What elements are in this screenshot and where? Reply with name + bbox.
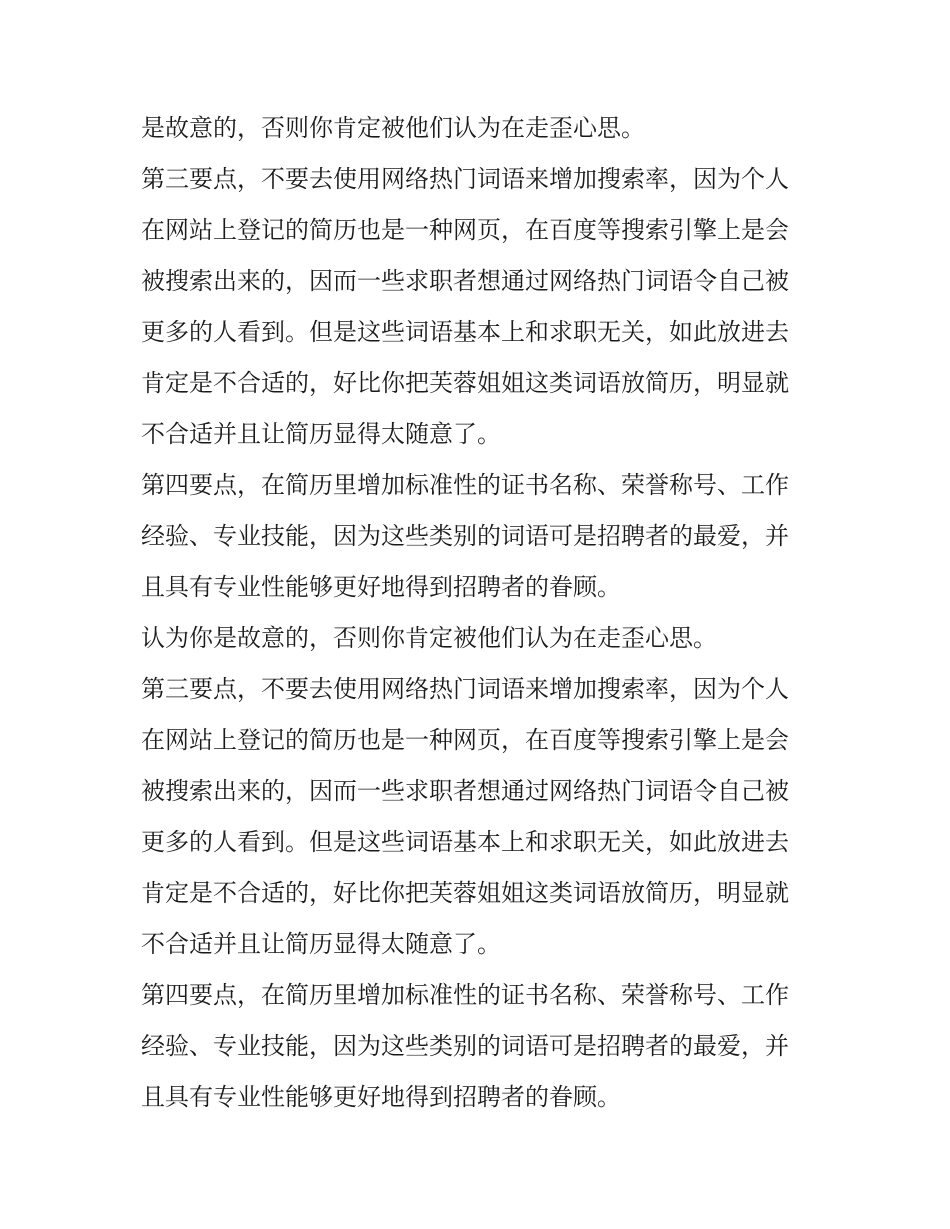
document-body xyxy=(141,103,821,1123)
text-line: 第四要点，在简历里增加标准性的证书名称、荣誉称号、工作 xyxy=(141,471,789,499)
text-line: 肯定是不合适的，好比你把芙蓉姐姐这类词语放简历，明显就 xyxy=(141,369,789,397)
text-line: 在网站上登记的简历也是一种网页，在百度等搜索引擎上是会 xyxy=(141,216,789,244)
text-line: 经验、专业技能，因为这些类别的词语可是招聘者的最爱，并 xyxy=(141,522,789,550)
text-line: 更多的人看到。但是这些词语基本上和求职无关，如此放进去 xyxy=(141,318,789,346)
text-line: 更多的人看到。但是这些词语基本上和求职无关，如此放进去 xyxy=(141,828,789,856)
text-line: 经验、专业技能，因为这些类别的词语可是招聘者的最爱，并 xyxy=(141,1032,789,1060)
text-line: 且具有专业性能够更好地得到招聘者的眷顾。 xyxy=(141,573,621,601)
text-line: 第四要点，在简历里增加标准性的证书名称、荣誉称号、工作 xyxy=(141,981,789,1009)
text-line: 第三要点，不要去使用网络热门词语来增加搜索率，因为个人 xyxy=(141,675,789,703)
text-line: 不合适并且让简历显得太随意了。 xyxy=(141,930,501,958)
text-line: 是故意的，否则你肯定被他们认为在走歪心思。 xyxy=(141,114,645,142)
text-line: 被搜索出来的，因而一些求职者想通过网络热门词语令自己被 xyxy=(141,267,789,295)
text-line: 被搜索出来的，因而一些求职者想通过网络热门词语令自己被 xyxy=(141,777,789,805)
text-line: 肯定是不合适的，好比你把芙蓉姐姐这类词语放简历，明显就 xyxy=(141,879,789,907)
text-line: 认为你是故意的，否则你肯定被他们认为在走歪心思。 xyxy=(141,624,717,652)
text-line: 且具有专业性能够更好地得到招聘者的眷顾。 xyxy=(141,1083,621,1111)
text-line: 第三要点，不要去使用网络热门词语来增加搜索率，因为个人 xyxy=(141,165,789,193)
text-line: 在网站上登记的简历也是一种网页，在百度等搜索引擎上是会 xyxy=(141,726,789,754)
text-line: 不合适并且让简历显得太随意了。 xyxy=(141,420,501,448)
